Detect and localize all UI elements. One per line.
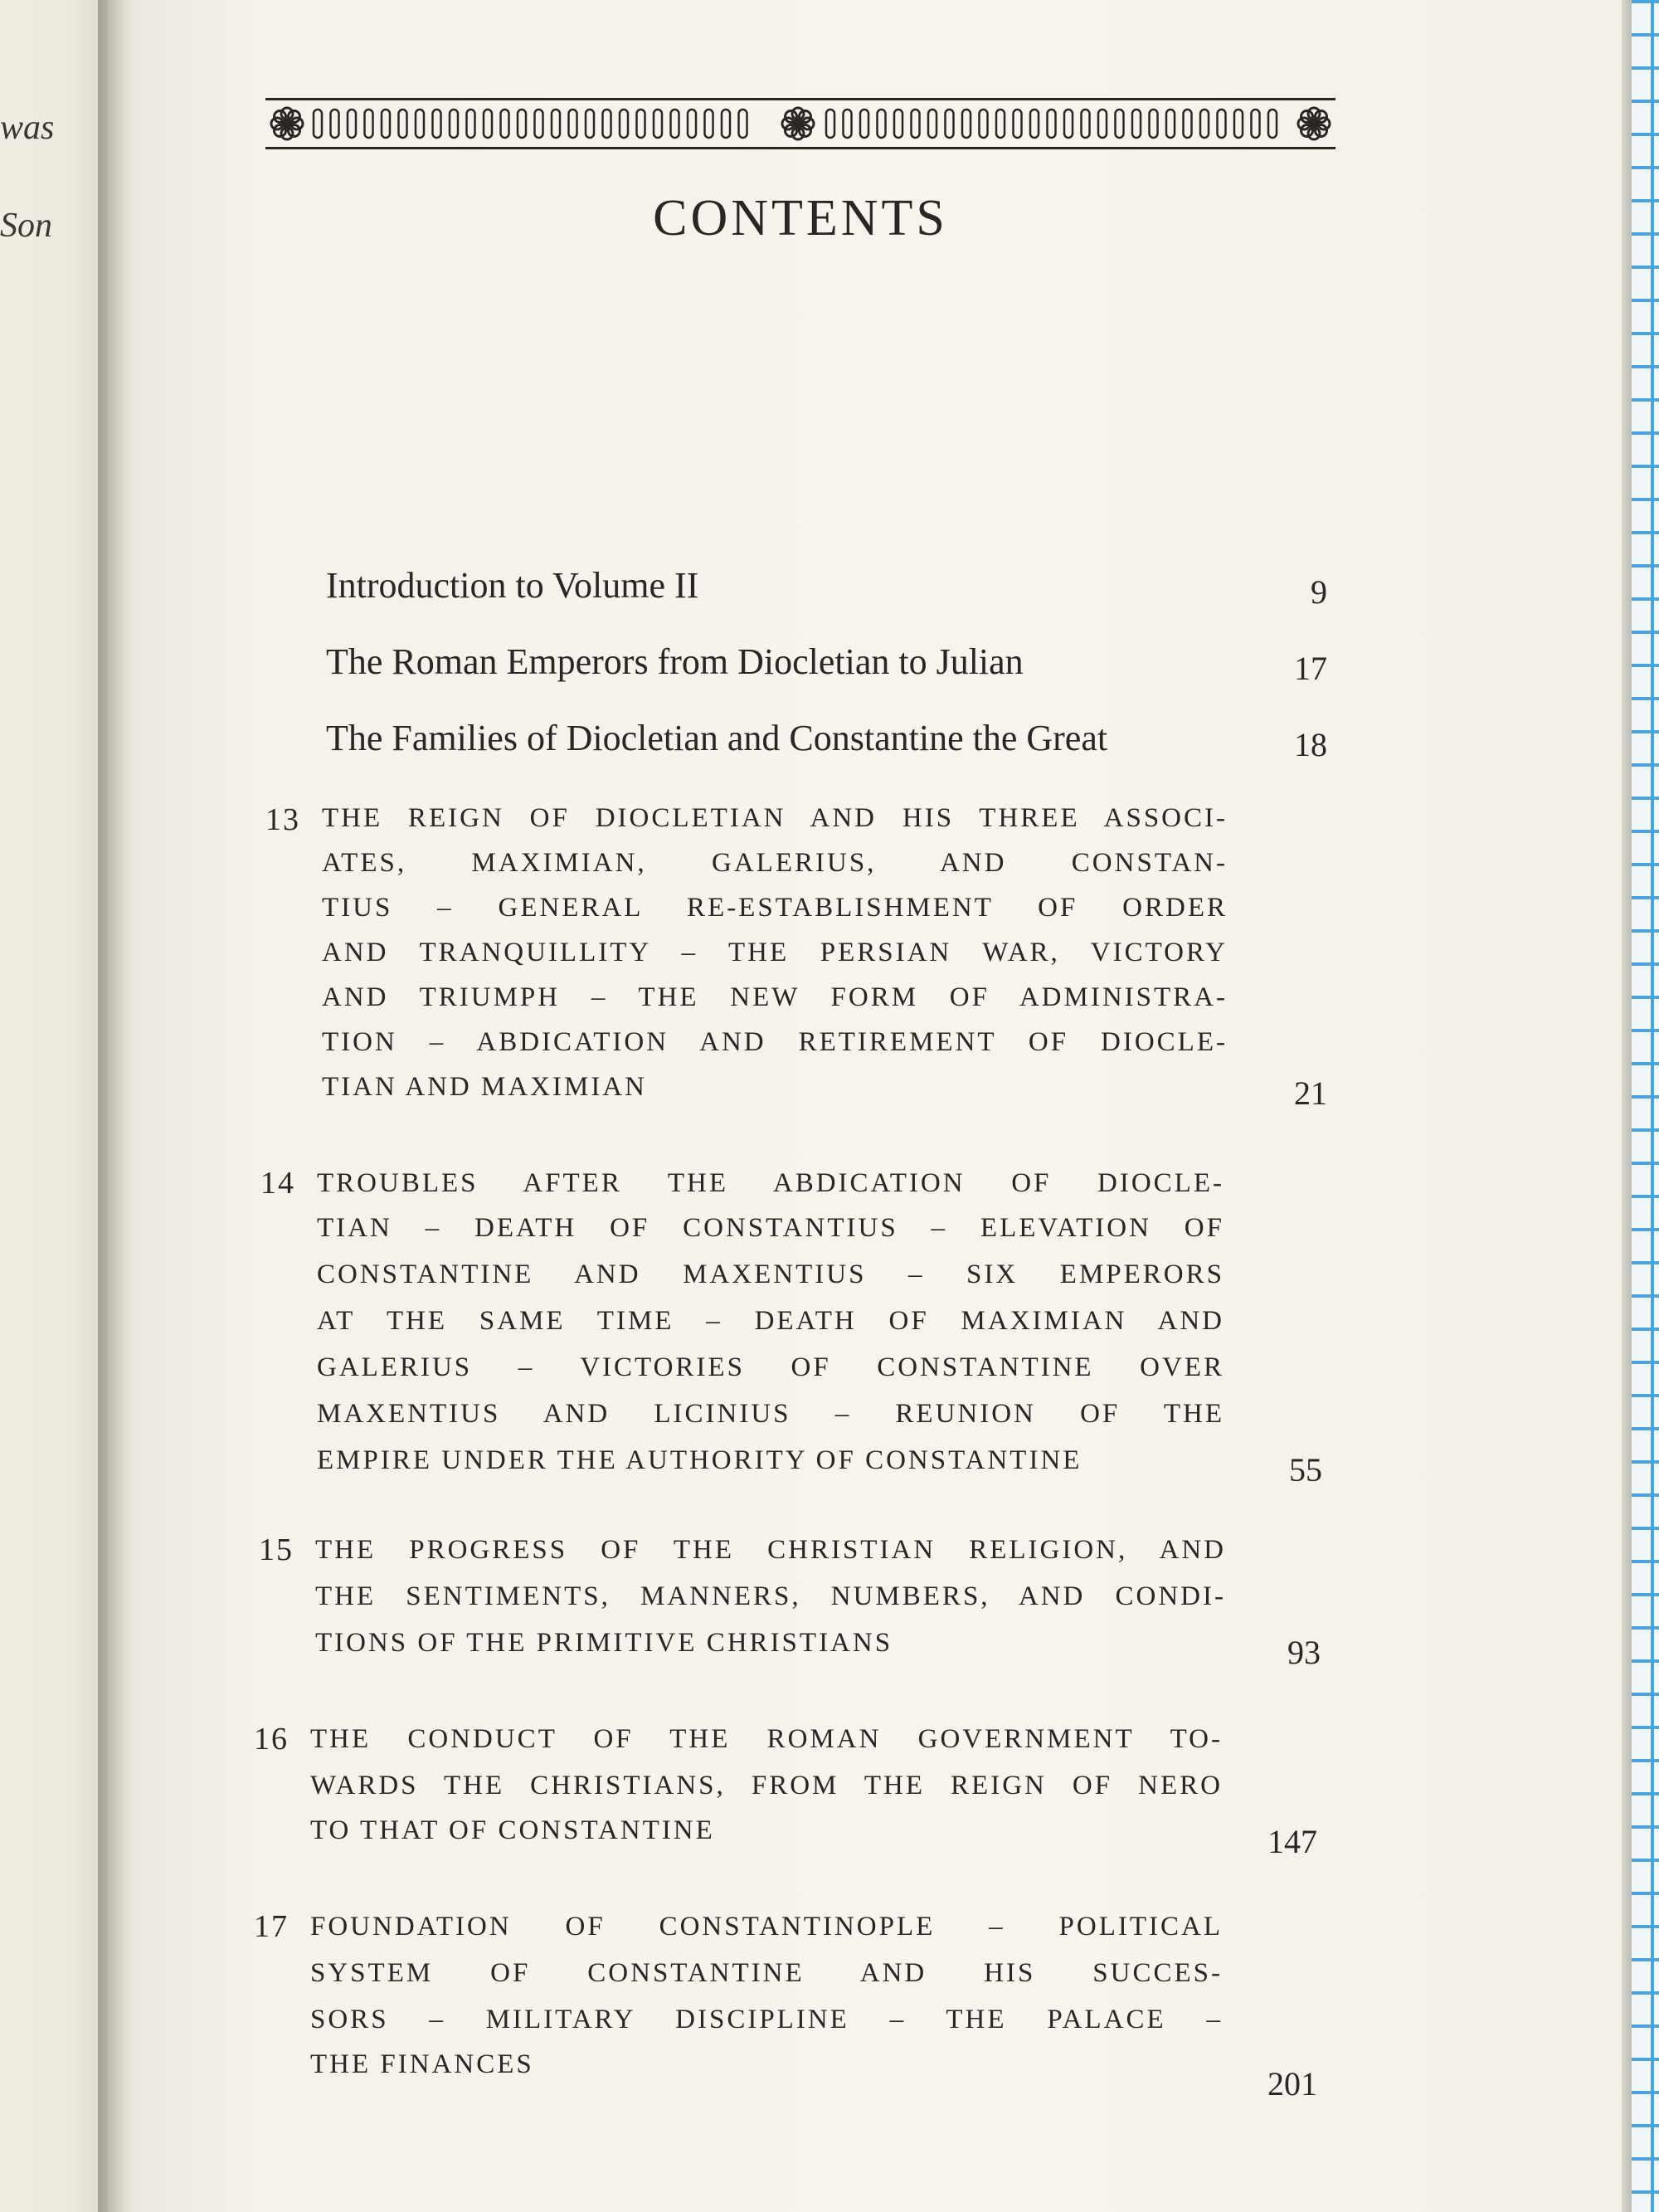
ornamental-border [265, 98, 1335, 149]
ornament-link [416, 110, 424, 138]
ornament-link [894, 110, 902, 138]
page-title: CONTENTS [653, 190, 948, 246]
page-number: 55 [1289, 1451, 1322, 1488]
ornament-link [1116, 110, 1124, 138]
ornament-link [586, 110, 594, 138]
ornament-link [705, 110, 713, 138]
ornament-link [722, 110, 730, 138]
ornament-link [1268, 110, 1277, 138]
ornament-link [1064, 110, 1073, 138]
chapter-number: 16 [254, 1722, 289, 1756]
ornament-link [382, 110, 390, 138]
ornament-link [331, 110, 339, 138]
page-number: 201 [1267, 2065, 1317, 2102]
chapter-title-line: TIAN – DEATH OF CONSTANTIUS – ELEVATION OF [317, 1213, 1224, 1243]
chapter-title-line: EMPIRE UNDER THE AUTHORITY OF CONSTANTINE [317, 1445, 1082, 1475]
front-matter-entry: The Roman Emperors from Diocletian to Julian [326, 641, 1024, 682]
ornament-link [637, 110, 645, 138]
ornament-link [348, 110, 356, 138]
chapter-title-line: ATES, MAXIMIAN, GALERIUS, AND CONSTAN- [322, 848, 1228, 878]
ornament-link [980, 110, 988, 138]
page-number: 17 [1294, 650, 1327, 687]
chapter-title-line: AND TRANQUILLITY – THE PERSIAN WAR, VICTORY [322, 938, 1228, 967]
chapter-title-line: AND TRIUMPH – THE NEW FORM OF ADMINISTRA- [322, 982, 1228, 1012]
ornament-link [501, 110, 509, 138]
ornament-link [569, 110, 577, 138]
ornament-link [552, 110, 560, 138]
ornament-link [844, 110, 852, 138]
ornament-link [1082, 110, 1090, 138]
chapter-title-line: AT THE SAME TIME – DEATH OF MAXIMIAN AND [317, 1306, 1224, 1336]
ornament-link [1200, 110, 1209, 138]
chapter-title-line: SORS – MILITARY DISCIPLINE – THE PALACE – [310, 2005, 1223, 2034]
page-number: 147 [1267, 1823, 1317, 1860]
ornament-link [928, 110, 937, 138]
left-page-edge [0, 0, 108, 2212]
ornament-link [1132, 110, 1141, 138]
ornament-link [671, 110, 679, 138]
ornament-link [433, 110, 441, 138]
contents-page [108, 0, 1630, 2212]
chapter-title-line: TROUBLES AFTER THE ABDICATION OF DIOCLE- [317, 1168, 1224, 1198]
chapter-title-line: CONSTANTINE AND MAXENTIUS – SIX EMPERORS [317, 1259, 1224, 1289]
chapter-title-line: SYSTEM OF CONSTANTINE AND HIS SUCCES- [310, 1958, 1223, 1988]
chapter-title-line: FOUNDATION OF CONSTANTINOPLE – POLITICAL [310, 1912, 1223, 1942]
chapter-title-line: THE CONDUCT OF THE ROMAN GOVERNMENT TO- [310, 1724, 1223, 1754]
page-edge [1622, 0, 1632, 2212]
ornament-link [603, 110, 611, 138]
left-page-fragment: Son [0, 207, 52, 245]
ornament-link [1030, 110, 1039, 138]
ornament-link [739, 110, 747, 138]
ornament-link [467, 110, 475, 138]
page-number: 93 [1287, 1634, 1321, 1671]
front-matter-entry: Introduction to Volume II [326, 565, 699, 606]
ornament-link [962, 110, 971, 138]
ornament-link [688, 110, 696, 138]
left-page-fragment: was [0, 109, 55, 147]
ornament-link [1098, 110, 1107, 138]
book-gutter [98, 0, 131, 2212]
rosette-ornament [1298, 108, 1330, 139]
ornament-link [399, 110, 407, 138]
ornament-link [946, 110, 954, 138]
ornament-link [535, 110, 543, 138]
ornament-link [365, 110, 373, 138]
page-number: 9 [1311, 573, 1327, 611]
chapter-title-line: THE PROGRESS OF THE CHRISTIAN RELIGION, AND [315, 1535, 1226, 1565]
chapter-number: 17 [254, 1909, 289, 1944]
ornament-link [912, 110, 920, 138]
chapter-title-line: TIAN AND MAXIMIAN [322, 1072, 647, 1102]
ornament-link [1218, 110, 1226, 138]
chapter-number: 14 [260, 1166, 295, 1201]
ornament-link [860, 110, 868, 138]
ornament-link [996, 110, 1005, 138]
chapter-title-line: TIUS – GENERAL RE-ESTABLISHMENT OF ORDER [322, 893, 1228, 923]
rosette-ornament [782, 108, 814, 139]
ornament-link [826, 110, 834, 138]
front-matter-entry: The Families of Diocletian and Constantine the Great [326, 718, 1108, 758]
chapter-title-line: WARDS THE CHRISTIANS, FROM THE REIGN OF NERO [310, 1771, 1223, 1800]
chapter-title-line: THE REIGN OF DIOCLETIAN AND HIS THREE ASSOCI- [322, 803, 1228, 833]
chapter-title-line: TION – ABDICATION AND RETIREMENT OF DIOCLE- [322, 1027, 1228, 1057]
ornament-link [1150, 110, 1158, 138]
ornament-link [620, 110, 628, 138]
ornament-link [484, 110, 492, 138]
chapter-title-line: GALERIUS – VICTORIES OF CONSTANTINE OVER [317, 1352, 1224, 1382]
chapter-title-line: TIONS OF THE PRIMITIVE CHRISTIANS [315, 1628, 893, 1658]
ornament-link [1166, 110, 1175, 138]
page-number: 18 [1294, 726, 1327, 763]
chapter-title-line: THE FINANCES [310, 2049, 534, 2079]
ornament-link [1184, 110, 1192, 138]
chapter-title-line: MAXENTIUS AND LICINIUS – REUNION OF THE [317, 1399, 1224, 1429]
ornament-link [518, 110, 526, 138]
rosette-ornament [271, 108, 303, 139]
chapter-title-line: TO THAT OF CONSTANTINE [310, 1815, 715, 1845]
page-number: 21 [1294, 1074, 1327, 1112]
chapter-number: 15 [259, 1532, 294, 1567]
ornament-link [1014, 110, 1022, 138]
ornament-link [1252, 110, 1260, 138]
ornament-link [314, 110, 322, 138]
chapter-title-line: THE SENTIMENTS, MANNERS, NUMBERS, AND CONDI- [315, 1581, 1226, 1611]
ornament-link [450, 110, 458, 138]
chapter-number: 13 [265, 802, 300, 837]
ornament-link [1048, 110, 1056, 138]
ornament-link [878, 110, 886, 138]
ornament-link [654, 110, 662, 138]
ornament-link [1234, 110, 1243, 138]
